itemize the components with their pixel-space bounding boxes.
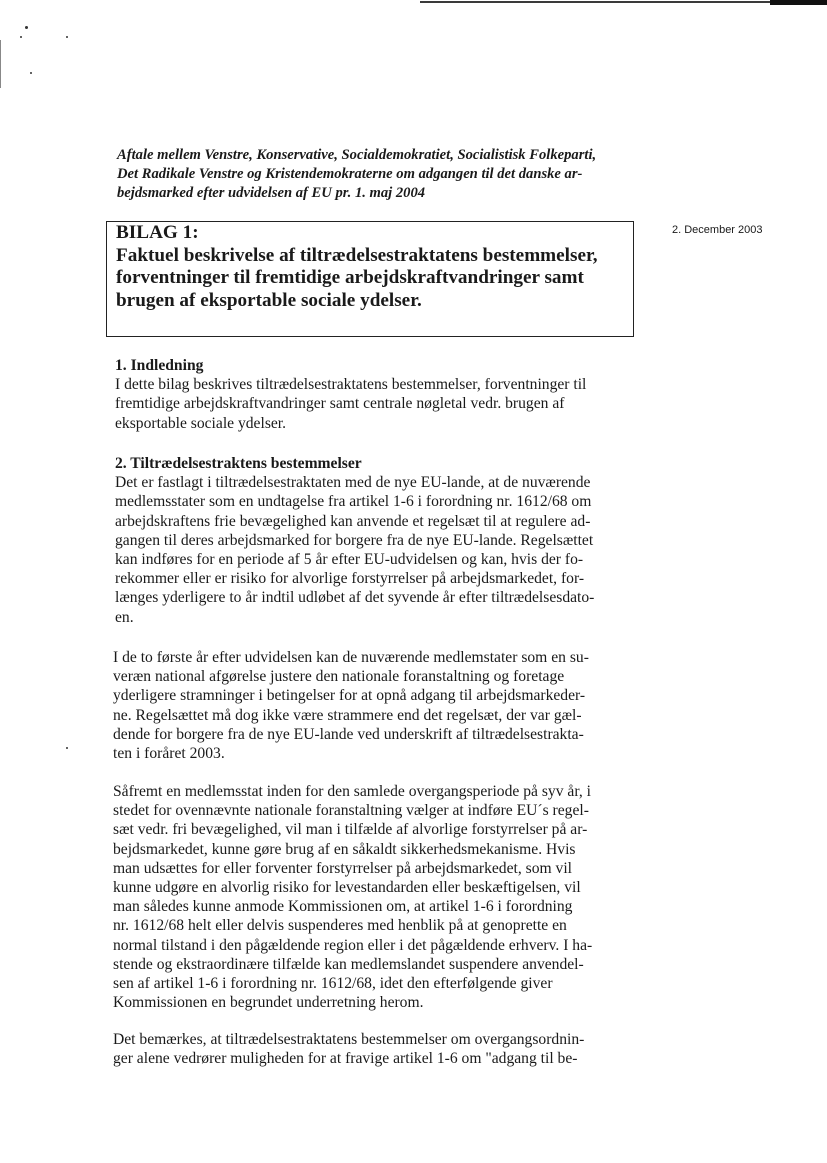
body-line: man udsættes for eller forventer forstyrrelser på arbejdsmarkedet, som vil bbox=[113, 859, 572, 877]
paragraph bbox=[113, 648, 625, 763]
body-line: eksportable sociale ydelser. bbox=[115, 414, 287, 432]
body-line: normal tilstand i den pågældende region eller i det pågældende erhverv. I ha- bbox=[113, 936, 593, 954]
paragraph bbox=[113, 1030, 625, 1068]
body-line: sen af artikel 1-6 i forordning nr. 1612/68, idet den efterfølgende giver bbox=[113, 975, 553, 993]
agreement-title-line: Det Radikale Venstre og Kristendemokraterne om adgangen til det danske ar- bbox=[117, 166, 583, 182]
body-line: yderligere stramninger i betingelser for at opnå adgang til arbejdsmarkeder- bbox=[113, 687, 586, 705]
scan-speck bbox=[25, 26, 28, 29]
scan-margin-line bbox=[0, 40, 1, 88]
bilag-title-line: forventninger til fremtidige arbejdskraftvandringer samt bbox=[116, 267, 584, 288]
bilag-title-line: brugen af eksportable sociale ydelser. bbox=[116, 289, 422, 311]
body-line: Kommissionen en begrundet underretning herom. bbox=[113, 994, 424, 1012]
section-indledning bbox=[115, 356, 625, 433]
body-line: arbejdskraftens frie bevægelighed kan anvende et regelsæt til at regulere ad- bbox=[115, 512, 591, 530]
body-line: man således kunne anmode Kommissionen om, at artikel 1-6 i forordning bbox=[113, 898, 573, 916]
document-date: 2. December 2003 bbox=[672, 224, 763, 236]
body-line: medlemsstater som en undtagelse fra artikel 1-6 i forordning nr. 1612/68 om bbox=[115, 493, 592, 511]
body-line: I dette bilag beskrives tiltrædelsestraktatens bestemmelser, forventninger til bbox=[115, 376, 587, 394]
body-line: ne. Regelsættet må dog ikke være strammere end det regelsæt, der var gæl- bbox=[113, 706, 582, 724]
body-line: længes yderligere to år indtil udløbet af det syvende år efter tiltrædelsesdato- bbox=[115, 589, 595, 607]
agreement-title-line: bejdsmarked efter udvidelsen af EU pr. 1. maj 2004 bbox=[117, 185, 426, 201]
body-line: sæt vedr. fri bevægelighed, vil man i tilfælde af alvorlige forstyrrelser på ar- bbox=[113, 821, 588, 839]
body-line: Såfremt en medlemsstat inden for den samlede overgangsperiode på syv år, i bbox=[113, 783, 592, 800]
body-line: ger alene vedrører muligheden for at fravige artikel 1-6 om "adgang til be- bbox=[113, 1050, 578, 1068]
body-line: stende og ekstraordinære tilfælde kan medlemslandet suspendere anvendel- bbox=[113, 955, 584, 973]
body-line: Det bemærkes, at tiltrædelsestraktatens bestemmelser om overgangsordnin- bbox=[113, 1031, 585, 1048]
body-line: en. bbox=[115, 608, 134, 626]
body-line: nr. 1612/68 helt eller delvis suspenderes med henblik på at genoprette en bbox=[113, 917, 567, 935]
bilag-label: BILAG 1: bbox=[116, 222, 199, 243]
body-line: fremtidige arbejdskraftvandringer samt centrale nøgletal vedr. brugen af bbox=[115, 395, 565, 413]
section-bestemmelser bbox=[115, 454, 625, 627]
bilag-title-line: Faktuel beskrivelse af tiltrædelsestraktatens bestemmelser, bbox=[116, 244, 598, 266]
scan-speck bbox=[30, 72, 32, 74]
agreement-title-line: Aftale mellem Venstre, Konservative, Socialdemokratiet, Socialistisk Folkeparti, bbox=[117, 147, 597, 163]
body-line: veræn national afgørelse justere den nationale foranstaltning og foretage bbox=[113, 668, 565, 686]
body-line: bejdsmarkedet, kunne gøre brug af en såkaldt sikkerhedsmekanisme. Hvis bbox=[113, 840, 576, 858]
body-line: kan indføres for en periode af 5 år efter EU-udvidelsen og kan, hvis der fo- bbox=[115, 551, 584, 569]
section-heading: 1. Indledning bbox=[115, 357, 204, 374]
body-line: dende for borgere fra de nye EU-lande ved underskrift af tiltrædelsestrakta- bbox=[113, 725, 584, 743]
scan-speck bbox=[66, 36, 68, 38]
agreement-title bbox=[117, 146, 627, 203]
section-heading: 2. Tiltrædelsestraktens bestemmelser bbox=[115, 455, 362, 472]
body-line: ten i foråret 2003. bbox=[113, 745, 225, 763]
body-line: I de to første år efter udvidelsen kan de nuværende medlemstater som en su- bbox=[113, 649, 589, 666]
bilag-title bbox=[116, 222, 631, 312]
body-line: stedet for ovennævnte nationale foranstaltning vælger at indføre EU´s regel- bbox=[113, 802, 589, 820]
body-line: Det er fastlagt i tiltrædelsestraktaten med de nye EU-lande, at de nuværende bbox=[115, 474, 591, 492]
body-line: kunne udgøre en alvorlig risiko for levestandarden eller beskæftigelsen, vil bbox=[113, 879, 581, 897]
scan-edge-line bbox=[420, 1, 827, 3]
scan-edge-mark bbox=[770, 0, 827, 5]
scan-speck bbox=[66, 747, 68, 749]
body-line: rekommer eller er risiko for alvorlige forstyrrelser på arbejdsmarkedet, for- bbox=[115, 570, 585, 588]
body-line: gangen til deres arbejdsmarked for borgere fra de nye EU-lande. Regelsættet bbox=[115, 531, 594, 549]
paragraph bbox=[113, 782, 625, 1012]
scan-speck bbox=[20, 36, 22, 38]
